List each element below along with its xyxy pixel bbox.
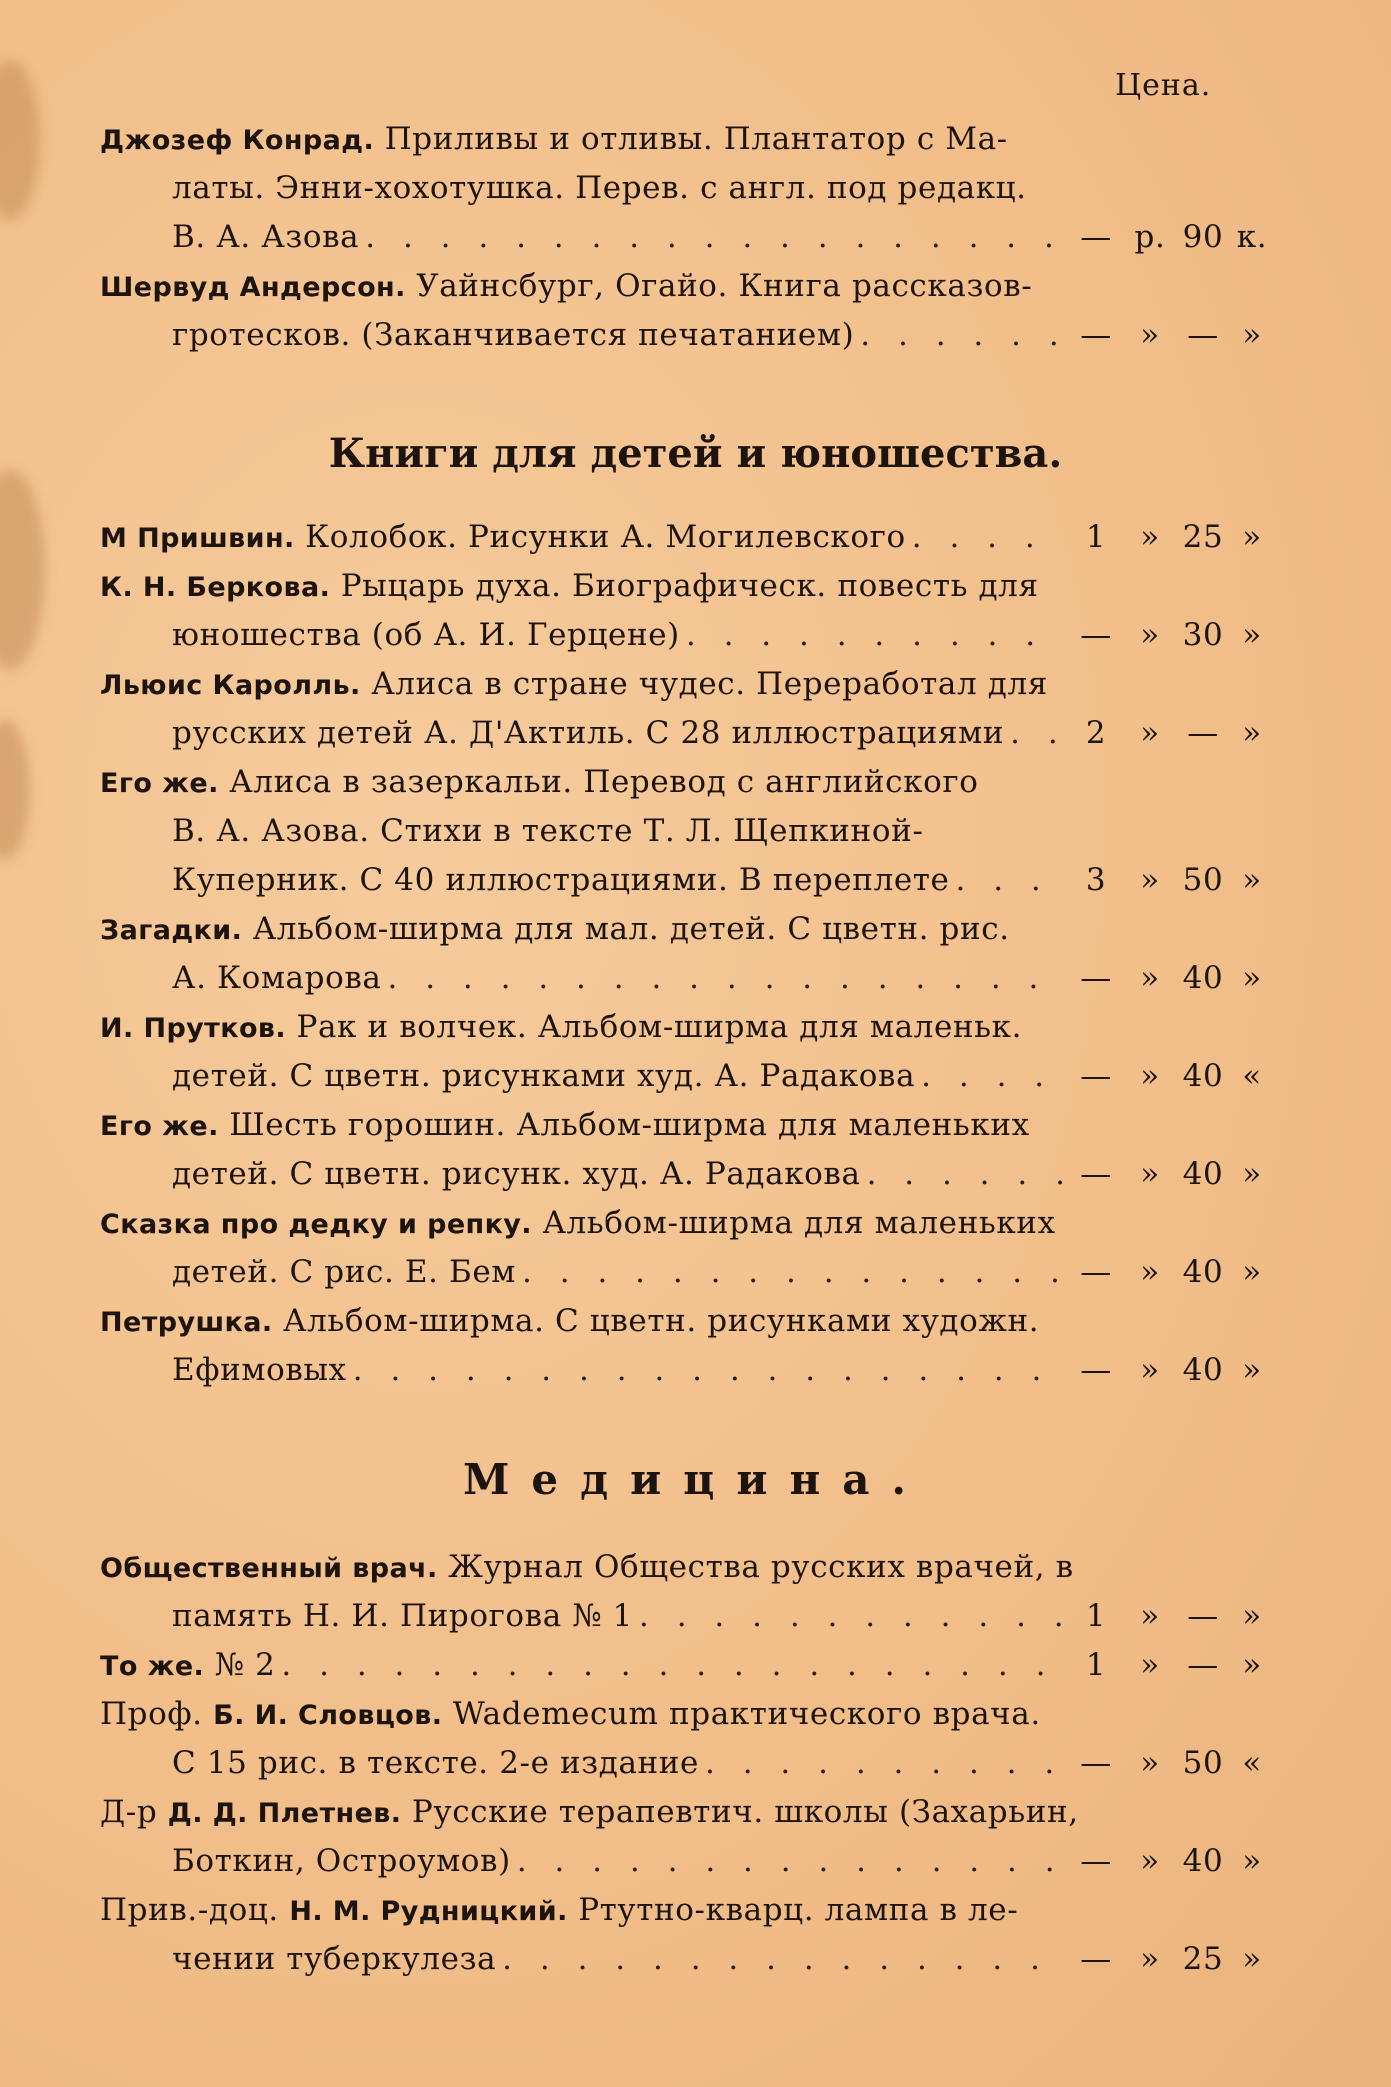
entry-text-wrap: [100, 513, 906, 563]
price-end-mark: к.: [1236, 219, 1268, 255]
entry-text: гротесков. (Заканчивается печатанием): [172, 317, 855, 353]
entry-price: [1075, 513, 1270, 562]
children-entries: [100, 513, 1270, 1395]
price-end-mark: »: [1242, 1156, 1262, 1192]
entry-price: [1075, 1150, 1270, 1199]
entry-first-line: [100, 1543, 1270, 1592]
price-end-mark: »: [1242, 960, 1262, 996]
entry-price: [1075, 1739, 1270, 1788]
price-rubles: —: [1080, 1843, 1112, 1879]
leader-dots: [705, 1739, 1064, 1788]
entry-text: Ефимовых: [172, 1352, 347, 1388]
leader-dots: [921, 1052, 1064, 1101]
entry-text: В. А. Азова. Стихи в тексте Т. Л. Щепкиной-: [172, 813, 924, 849]
price-separator: »: [1140, 1647, 1160, 1683]
entry-text: детей. С цветн. рисунк. худ. А. Радакова: [172, 1156, 861, 1192]
price-rubles: —: [1080, 960, 1112, 996]
entry-text: детей. С рис. Е. Бем: [172, 1254, 517, 1290]
entry-first-line: [100, 262, 1270, 311]
medicine-entries: [100, 1543, 1270, 1984]
price-end-mark: »: [1242, 1352, 1262, 1388]
entry-first-line: [100, 660, 1270, 709]
price-kopecks: 40: [1182, 1058, 1224, 1094]
entry-author: То же.: [100, 1651, 205, 1682]
price-end-mark: »: [1242, 1598, 1262, 1634]
price-separator: »: [1140, 960, 1160, 996]
entry-last-line: [100, 1346, 1270, 1395]
entry-price: [1075, 709, 1270, 758]
paper-stain: [0, 720, 30, 860]
price-kopecks: —: [1187, 317, 1219, 353]
entry-last-line: [100, 611, 1270, 660]
price-separator: »: [1140, 1745, 1160, 1781]
leader-dots: [281, 1641, 1062, 1690]
price-kopecks: 50: [1182, 862, 1224, 898]
entry-first-line: [100, 513, 1270, 562]
price-separator: »: [1140, 1058, 1160, 1094]
catalog-entry: [100, 513, 1270, 562]
entry-author: К. Н. Беркова.: [100, 572, 331, 603]
entry-author: Загадки.: [100, 915, 243, 946]
entry-last-line: [100, 1150, 1270, 1199]
price-kopecks: —: [1187, 1598, 1219, 1634]
price-kopecks: —: [1187, 1647, 1219, 1683]
entry-last-line: [100, 1837, 1270, 1886]
price-end-mark: »: [1242, 1843, 1262, 1879]
leader-dots: [686, 611, 1064, 660]
price-column-header: Цена.: [1115, 68, 1212, 103]
entry-last-line: [100, 1592, 1270, 1641]
entry-author: Н. М. Рудницкий.: [289, 1896, 568, 1927]
price-end-mark: »: [1242, 715, 1262, 751]
entry-prefix: Проф.: [100, 1696, 203, 1732]
price-rubles: —: [1080, 1254, 1112, 1290]
catalog-entry: [100, 115, 1270, 262]
entry-text: Приливы и отливы. Плантатор с Ма-: [384, 121, 1008, 157]
price-separator: »: [1140, 1843, 1160, 1879]
entry-first-line: [100, 1101, 1270, 1150]
price-end-mark: »: [1242, 617, 1262, 653]
catalog-entry: [100, 758, 1270, 905]
price-kopecks: 40: [1182, 1254, 1224, 1290]
entry-text: Рак и волчек. Альбом-ширма для маленьк.: [296, 1009, 1023, 1045]
entry-price: [1075, 213, 1270, 262]
price-end-mark: «: [1242, 1058, 1262, 1094]
price-kopecks: 25: [1182, 519, 1224, 555]
price-rubles: 2: [1085, 715, 1107, 751]
leader-dots: [867, 1150, 1064, 1199]
entry-text: Журнал Общества русских врачей, в: [448, 1549, 1074, 1585]
leader-dots: [956, 856, 1065, 905]
price-kopecks: 25: [1182, 1941, 1224, 1977]
entry-price: [1075, 1346, 1270, 1395]
entry-price: [1075, 1052, 1270, 1101]
price-kopecks: 40: [1182, 1843, 1224, 1879]
entry-continuation-line: [100, 807, 1270, 856]
price-end-mark: »: [1242, 317, 1262, 353]
price-rubles: 1: [1085, 1598, 1107, 1634]
entry-last-line: [100, 1248, 1270, 1297]
entry-last-line: [100, 1739, 1270, 1788]
entry-text: С 15 рис. в тексте. 2-е издание: [172, 1745, 699, 1781]
price-kopecks: 30: [1182, 617, 1224, 653]
price-end-mark: »: [1242, 1647, 1262, 1683]
leader-dots: [353, 1346, 1064, 1395]
paper-stain: [0, 470, 45, 670]
entry-text: Алиса в зазеркальи. Перевод с английского: [229, 764, 979, 800]
entry-price: [1075, 1248, 1270, 1297]
entry-first-line: [100, 1690, 1270, 1739]
entry-first-line: [100, 1297, 1270, 1346]
entry-price: [1075, 1592, 1270, 1641]
entry-text: чении туберкулеза: [172, 1941, 497, 1977]
entry-price: [1075, 856, 1270, 905]
entry-text: Альбом-ширма для мал. детей. С цветн. рис.: [252, 911, 1010, 947]
catalog-entry: [100, 562, 1270, 660]
price-end-mark: »: [1242, 519, 1262, 555]
entry-prefix: Прив.-доц.: [100, 1892, 279, 1928]
price-rubles: 1: [1085, 519, 1107, 555]
price-separator: »: [1140, 617, 1160, 653]
price-separator: »: [1140, 1941, 1160, 1977]
price-kopecks: 40: [1182, 960, 1224, 996]
catalog-entry: [100, 1641, 1270, 1690]
entry-author: Джозеф Конрад.: [100, 125, 375, 156]
entry-author: Общественный врач.: [100, 1553, 438, 1584]
entry-text: В. А. Азова: [172, 219, 360, 255]
entry-text: Рыцарь духа. Биографическ. повесть для: [340, 568, 1039, 604]
catalog-entry: [100, 1690, 1270, 1788]
catalog-entry: [100, 1297, 1270, 1395]
price-rubles: —: [1080, 1352, 1112, 1388]
price-separator: »: [1140, 1254, 1160, 1290]
entry-text: детей. С цветн. рисунками худ. А. Радакова: [172, 1058, 916, 1094]
entry-author: Льюис Каролль.: [100, 670, 361, 701]
price-separator: »: [1140, 862, 1160, 898]
price-kopecks: 40: [1182, 1352, 1224, 1388]
catalog-entry: [100, 1788, 1270, 1886]
entry-text: юношества (об А. И. Герцене): [172, 617, 680, 653]
price-rubles: —: [1080, 617, 1112, 653]
entry-first-line: [100, 115, 1270, 164]
price-end-mark: »: [1242, 1941, 1262, 1977]
entry-text: Альбом-ширма. С цветн. рисунками художн.: [283, 1303, 1040, 1339]
leader-dots: [502, 1935, 1064, 1984]
entry-text: Куперник. С 40 иллюстрациями. В переплете: [172, 862, 950, 898]
entry-text: А. Комарова: [172, 960, 382, 996]
price-end-mark: »: [1242, 1254, 1262, 1290]
leader-dots: [517, 1837, 1064, 1886]
price-separator: »: [1140, 1352, 1160, 1388]
catalog-entry: [100, 660, 1270, 758]
catalog-entry: [100, 1003, 1270, 1101]
entry-first-line: [100, 562, 1270, 611]
entry-first-line: [100, 1641, 1270, 1690]
price-separator: »: [1140, 519, 1160, 555]
price-rubles: —: [1080, 1058, 1112, 1094]
leader-dots: [387, 954, 1064, 1003]
entry-author: Б. И. Словцов.: [213, 1700, 443, 1731]
entry-text: Колобок. Рисунки А. Могилевского: [305, 519, 906, 555]
price-rubles: —: [1080, 1745, 1112, 1781]
entry-text: Альбом-ширма для маленьких: [542, 1205, 1056, 1241]
entry-text: память Н. И. Пирогова № 1: [172, 1598, 633, 1634]
entry-prefix: Д-р: [100, 1794, 158, 1830]
entry-price: [1075, 1837, 1270, 1886]
leader-dots: [912, 513, 1064, 562]
entry-author: Д. Д. Плетнев.: [167, 1798, 402, 1829]
entry-last-line: [100, 709, 1270, 758]
price-kopecks: 40: [1182, 1156, 1224, 1192]
entry-last-line: [100, 856, 1270, 905]
price-separator: »: [1140, 715, 1160, 751]
entry-text: № 2: [214, 1647, 276, 1683]
price-end-mark: »: [1242, 862, 1262, 898]
entry-text: Шесть горошин. Альбом-ширма для маленьких: [229, 1107, 1030, 1143]
entry-text: Уайнсбург, Огайо. Книга рассказов-: [416, 268, 1033, 304]
catalog-entry: [100, 262, 1270, 360]
entry-price: [1075, 611, 1270, 660]
entry-first-line: [100, 1788, 1270, 1837]
entry-first-line: [100, 1199, 1270, 1248]
entry-price: [1075, 954, 1270, 1003]
fiction-entries: [100, 115, 1270, 360]
entry-text: Боткин, Остроумов): [172, 1843, 511, 1879]
entry-author: Шервуд Андерсон.: [100, 272, 406, 303]
price-rubles: —: [1080, 219, 1112, 255]
entry-last-line: [100, 954, 1270, 1003]
entry-author: Его же.: [100, 1111, 219, 1142]
price-kopecks: 50: [1182, 1745, 1224, 1781]
entry-price: [1075, 311, 1270, 360]
leader-dots: [522, 1248, 1064, 1297]
leader-dots: [1010, 709, 1064, 758]
catalog-entry: [100, 1199, 1270, 1297]
price-rubles: 1: [1085, 1647, 1107, 1683]
entry-first-line: [100, 1886, 1270, 1935]
catalog-entry: [100, 1101, 1270, 1199]
entry-text: Русские терапевтич. школы (Захарьин,: [411, 1794, 1079, 1830]
price-rubles: 3: [1085, 862, 1107, 898]
entry-text: Ртутно-кварц. лампа в ле-: [578, 1892, 1019, 1928]
entry-author: Петрушка.: [100, 1307, 273, 1338]
entry-first-line: [100, 905, 1270, 954]
entry-author: Его же.: [100, 768, 219, 799]
section-title-medicine: Медицина.: [462, 1455, 929, 1504]
entry-author: Сказка про дедку и репку.: [100, 1209, 532, 1240]
entry-last-line: [100, 1935, 1270, 1984]
paper-stain: [0, 60, 40, 220]
entry-author: И. Прутков.: [100, 1013, 287, 1044]
price-rubles: —: [1080, 317, 1112, 353]
catalog-entry: [100, 1886, 1270, 1984]
catalog-entry: [100, 905, 1270, 1003]
entry-text: Алиса в стране чудес. Переработал для: [371, 666, 1048, 702]
entry-text: Wademecum практического врача.: [452, 1696, 1041, 1732]
leader-dots: [639, 1592, 1064, 1641]
price-separator: р.: [1134, 219, 1166, 255]
entry-text: русских детей А. Д'Актиль. С 28 иллюстрациями: [172, 715, 1005, 751]
price-rubles: —: [1080, 1156, 1112, 1192]
entry-continuation-line: [100, 164, 1270, 213]
entry-text: латы. Энни-хохотушка. Перев. с англ. под редакц.: [172, 170, 1027, 206]
price-end-mark: «: [1242, 1745, 1262, 1781]
entry-price: [1075, 1935, 1270, 1984]
leader-dots: [860, 311, 1064, 360]
entry-text-wrap: [100, 1641, 275, 1691]
entry-last-line: [100, 213, 1270, 262]
price-kopecks: —: [1187, 715, 1219, 751]
catalog-entry: [100, 1543, 1270, 1641]
entry-first-line: [100, 1003, 1270, 1052]
section-title-children: Книги для детей и юношества.: [328, 430, 1063, 477]
entry-last-line: [100, 311, 1270, 360]
leader-dots: [365, 213, 1064, 262]
price-rubles: —: [1080, 1941, 1112, 1977]
entry-first-line: [100, 758, 1270, 807]
entry-price: [1075, 1641, 1270, 1690]
price-kopecks: 90: [1182, 219, 1224, 255]
entry-last-line: [100, 1052, 1270, 1101]
entry-author: М Пришвин.: [100, 523, 295, 554]
price-separator: »: [1140, 317, 1160, 353]
price-separator: »: [1140, 1156, 1160, 1192]
price-separator: »: [1140, 1598, 1160, 1634]
